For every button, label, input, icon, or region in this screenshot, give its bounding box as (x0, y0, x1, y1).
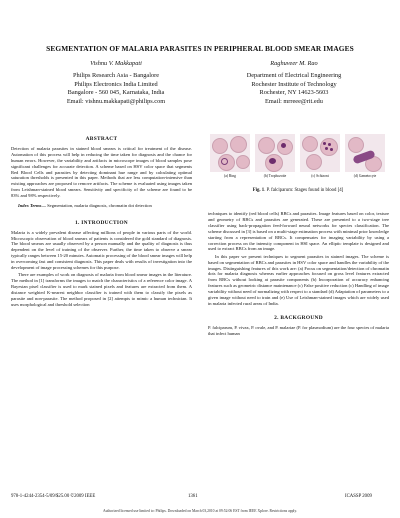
figure-caption-label: Fig. 1 (252, 188, 265, 193)
author-name: Raghuveer M. Rao (270, 60, 318, 67)
body-paragraph: In this paper we present techniques to segment parasites in stained images. The scheme is based on segmentation of RBCs and parasites in HSV color space and handles the variability of the images. Distinguishing features of this work are: (a) Focus on segmentation/detection of chromatin dots for malaria diagnosis whereas earlier approaches focused on gross level features extracted from RBCs without looking at parasite components (b) Incorporation of accuracy enhancing features such as geometric distance maintenance (c) False positive reduction (c) Handling of image variability without need of normalizing with respect to a standard (d) Adaptation of parameters to a given image without need to train and (e) Use of Leishman-stained images which are widely used in malaria infected rural areas of India. (208, 253, 389, 306)
abstract-heading: ABSTRACT (85, 136, 118, 142)
author-affiliation: Rochester Institute of Technology (251, 80, 337, 88)
license-note: Authorized licensed use limited to: Philips. Downloaded on March 03,2010 at 09:52:06 EST from IEEE Xplore. Restrictions apply. (103, 509, 297, 513)
index-terms-label: Index Terms— (18, 203, 47, 209)
figure-caption: Fig. 1. P. falciparum: Stages found in blood [4] (252, 188, 344, 193)
figure-panel-caption: (b) Trophozoite (263, 174, 287, 178)
author-email: Email: mrreee@rit.edu (265, 97, 323, 105)
author-affiliation: Philips Research Asia - Bangalore (72, 72, 160, 80)
figure-panel-trophozoite (255, 134, 295, 172)
index-terms-text: Segmentation, malaria diagnosis, chromatin dot detection (47, 203, 152, 209)
figure-panel-ring (210, 134, 250, 172)
index-terms (11, 203, 192, 209)
intro-paragraph: Malaria is a widely prevalent disease affecting millions of people in various parts of the world. Microscopic observation of blood smears of patients is considered the gold standard of diagnosis. The blood smears are usually observed by a person manually and the quality of diagnosis is thus dependent on the level of training of the observer. Further, the time taken to observe a smear typically ranges between 15-20 minutes. Automatic processing of the blood smear images will help in overcoming fast and consistent diagnosis. This paper deals with results of investigation into the development of image processing schemes for this purpose. (11, 229, 192, 271)
right-column (208, 211, 389, 338)
abstract-text: Detection of malaria parasites in stained blood smears is critical for treatment of the disease. Automation of this process will help in reducing the time taken for diagnosis and the chance for human errors. However, the variability and artifacts in microscope images of blood samples pose significant challenges for accurate detection. A scheme based on HSV color space that segments Red Blood Cells and parasites by detecting dominant hue range and by calculating optimal saturation thresholds is presented in this paper. Methods that are less computation-intensive than existing approaches are proposed to remove artifacts. The scheme is evaluated using images taken from Leishman-stained blood smears. Sensitivity and specificity of the scheme are found to be 83% and 98% respectively. (11, 145, 192, 199)
figure-panel-schizont (300, 134, 340, 172)
footer-isbn: 978-1-4244-2354-5/09/$25.00 ©2009 IEEE (11, 494, 96, 499)
intro-heading: 1. INTRODUCTION (74, 219, 129, 226)
page-number: 1361 (188, 494, 198, 499)
figure-1 (210, 134, 386, 178)
figure-panel-caption: (a) Ring (224, 174, 236, 178)
figure-panel-gametocyte (345, 134, 385, 172)
author-affiliation: Philips Electronics India Limited (74, 80, 158, 88)
author-address: Bangalore - 560 045, Karnataka, India (67, 89, 165, 97)
figure-panel-caption: (d) Gametocyte (353, 174, 377, 178)
intro-paragraph: There are examples of work on diagnosis of malaria from blood smear images in the literature. The method in [1] transforms the images to match the characteristics of a reference color image. A Bayesian pixel classifier is used to mark stained pixels and features are extracted from them. A distance weighted K-nearest neighbor classifier is trained with them to classify the pixels as parasite and non-parasite. The method proposed in [2] attempts to mimic a human technician. It uses morphological and threshold selection (11, 272, 192, 307)
author-block-2 (204, 60, 384, 106)
body-paragraph: techniques to identify (red blood cells) RBCs and parasites. Image features based on color, texture and geometry of RBCs and parasites are generated. These are presented to a two-stage tree classifier using back-propagation feed-forward neural networks for species classification. The scheme discussed in [3] is based on a multi-stage estimation process with minimal prior knowledge starting from a representation of RBCs. It compensates for imaging variability by using a correction process on the intensity component in HSI space. An elliptic template is designed and used to extract RBCs from an image. (208, 211, 389, 252)
author-block-1 (26, 60, 206, 106)
conference-name: ICASSP 2009 (345, 494, 372, 499)
figure-caption-text: P. falciparum: Stages found in blood [4] (266, 188, 344, 193)
author-address: Rochester, NY 14623-5603 (259, 89, 329, 97)
author-email: Email: vishnu.makkapati@philips.com (66, 97, 166, 105)
background-heading: 2. BACKGROUND (274, 315, 323, 322)
author-name: Vishnu V. Makkapati (90, 60, 142, 67)
paper-title: SEGMENTATION OF MALARIA PARASITES IN PERIPHERAL BLOOD SMEAR IMAGES (46, 44, 354, 53)
figure-panel-caption: (c) Schizont (311, 174, 329, 178)
background-paragraph: P. falciparum, P. vivax, P. ovale, and P. malariae (P. for plasmodium) are the four species of malaria that infect human (208, 325, 389, 337)
left-column (11, 137, 192, 309)
author-affiliation: Department of Electrical Engineering (246, 72, 342, 80)
